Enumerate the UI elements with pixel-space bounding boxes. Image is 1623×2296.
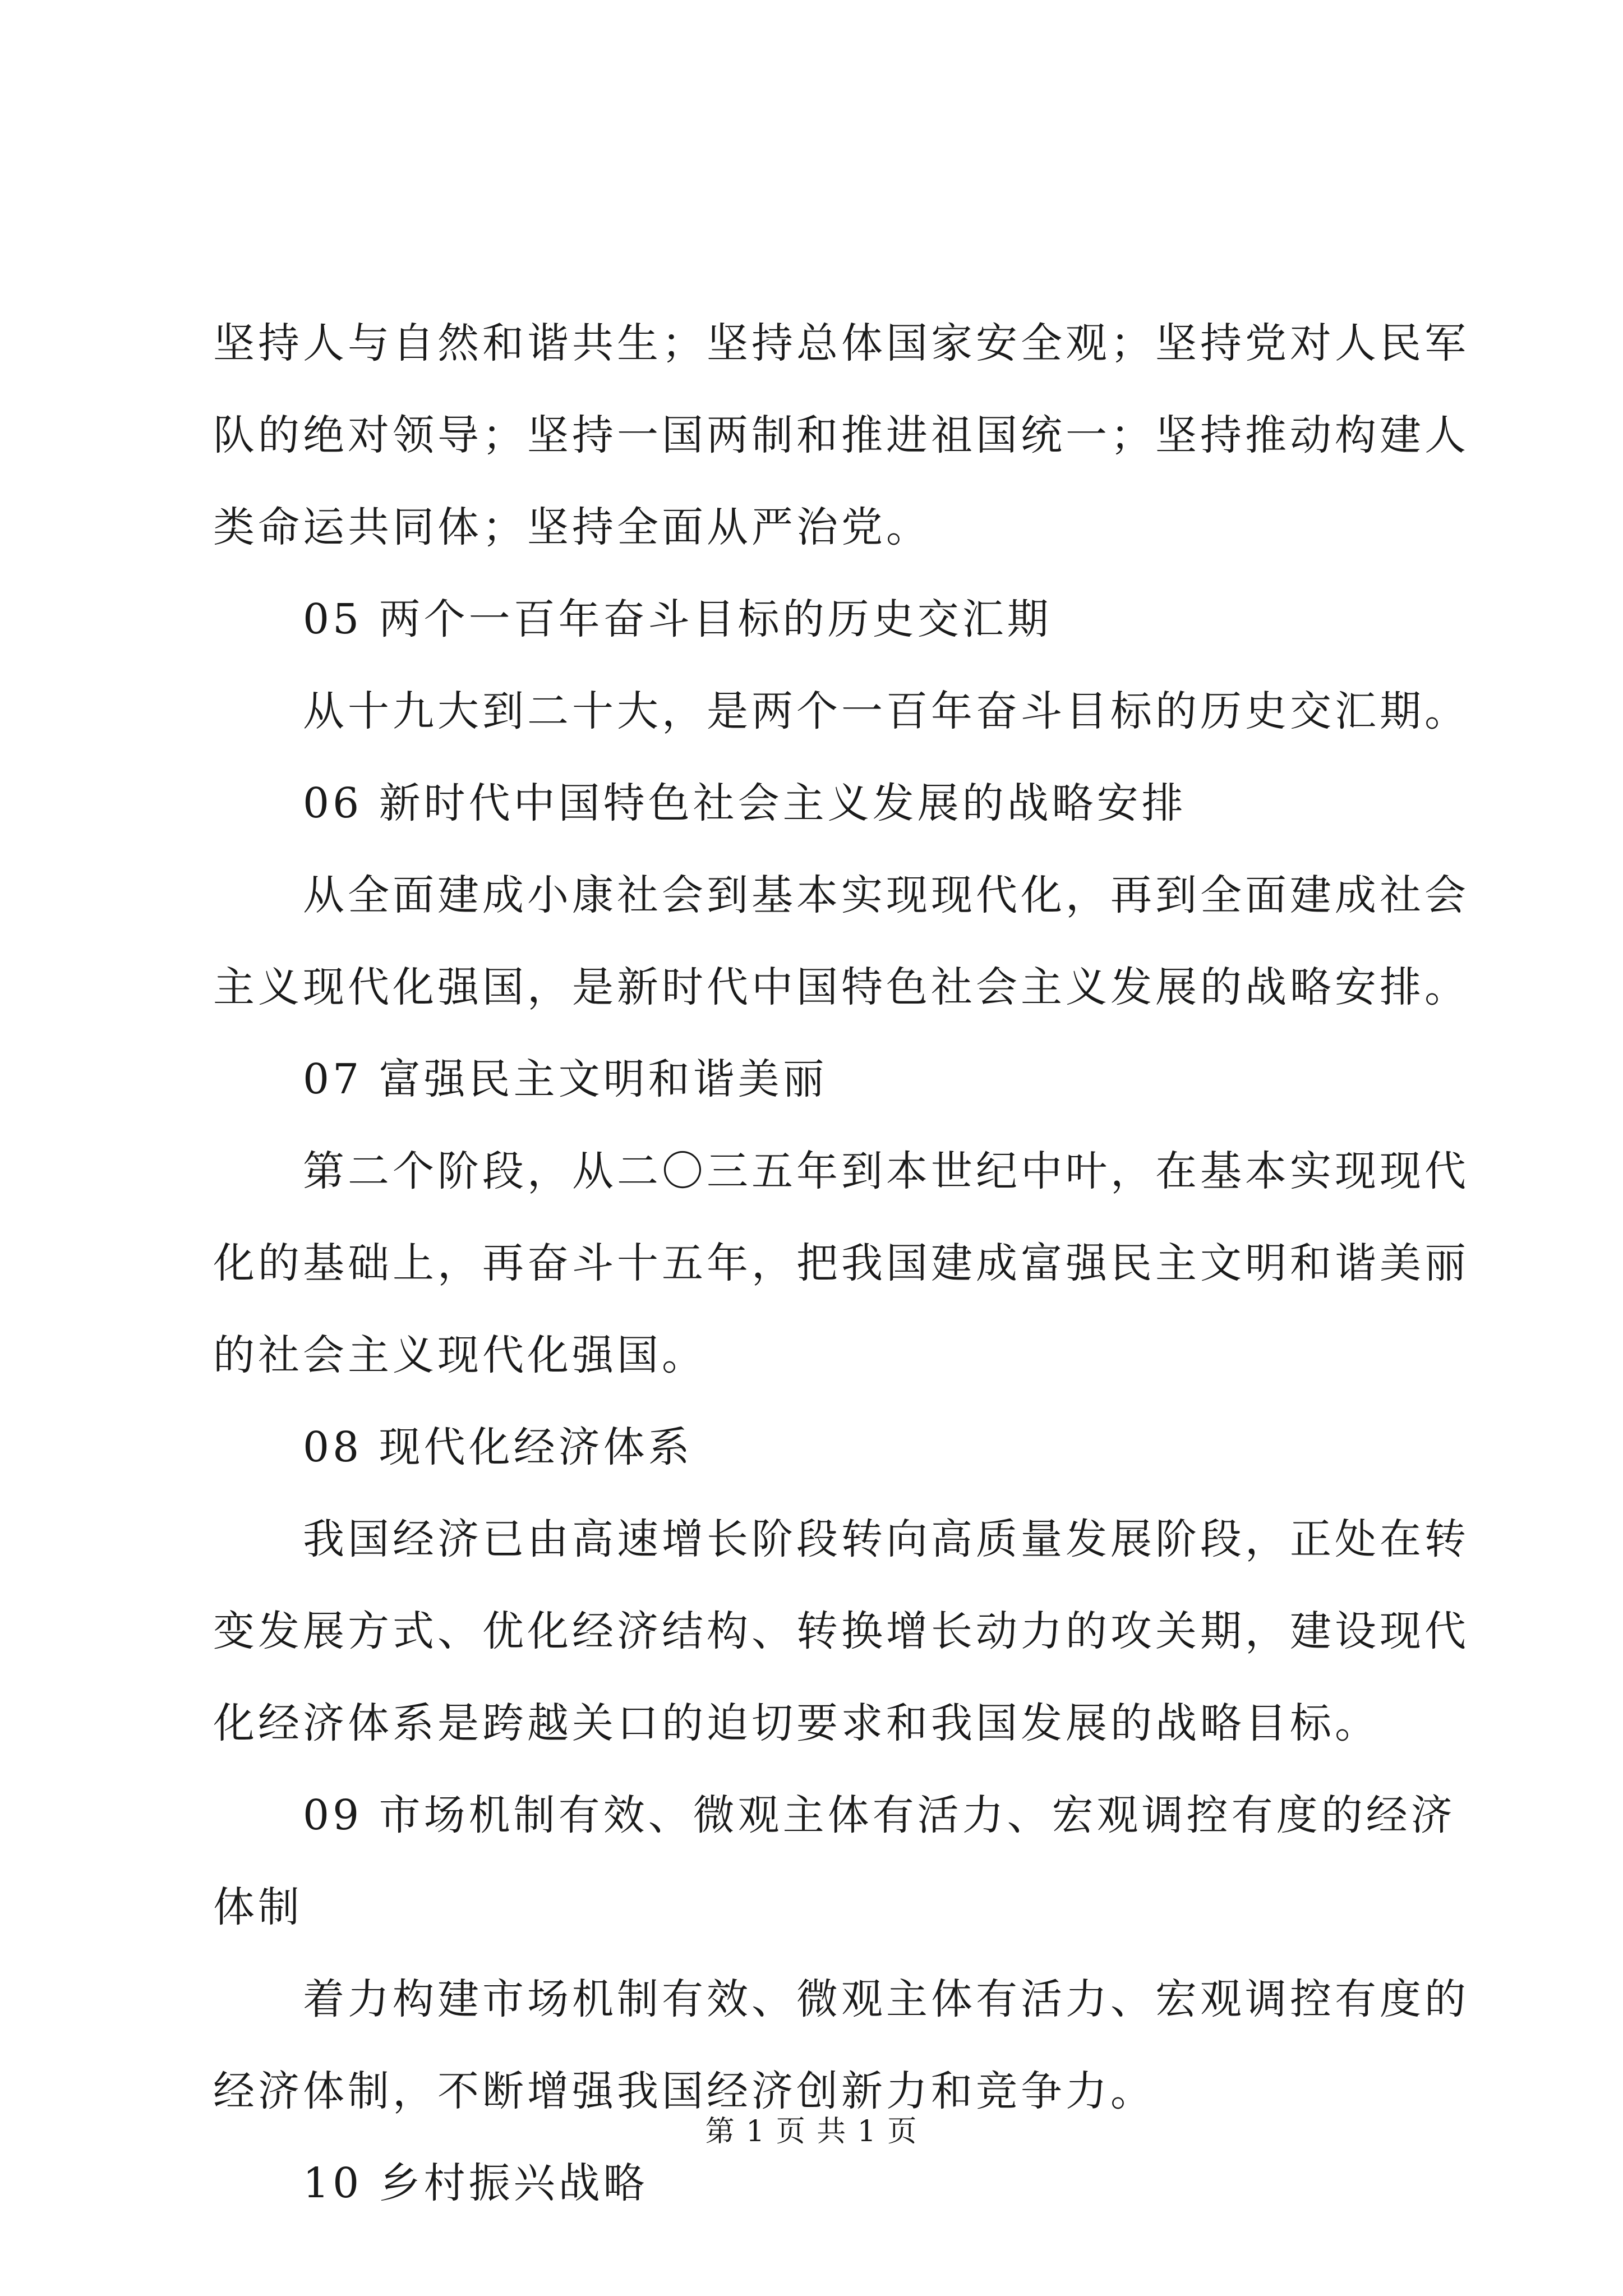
text-line: 体制	[213, 1883, 303, 1931]
text-line: 06 新时代中国特色社会主义发展的战略安排	[303, 779, 1187, 827]
text-line: 队的绝对领导；坚持一国两制和推进祖国统一；坚持推动构建人	[213, 411, 1469, 459]
text-line: 坚持人与自然和谐共生；坚持总体国家安全观；坚持党对人民军	[213, 319, 1469, 367]
text-line: 我国经济已由高速增长阶段转向高质量发展阶段，正处在转	[303, 1515, 1469, 1563]
text-line: 10 乡村振兴战略	[303, 2159, 648, 2207]
text-line: 化经济体系是跨越关口的迫切要求和我国发展的战略目标。	[213, 1699, 1380, 1747]
document-body	[213, 297, 1469, 2229]
page-footer: 第 1 页 共 1 页	[705, 2115, 918, 2148]
text-line: 05 两个一百年奋斗目标的历史交汇期	[303, 595, 1052, 643]
text-line: 第二个阶段，从二〇三五年到本世纪中叶，在基本实现现代	[303, 1147, 1469, 1195]
text-line: 09 市场机制有效、微观主体有活力、宏观调控有度的经济	[303, 1791, 1456, 1839]
text-line: 经济体制，不断增强我国经济创新力和竞争力。	[213, 2067, 1155, 2115]
text-line: 着力构建市场机制有效、微观主体有活力、宏观调控有度的	[303, 1975, 1469, 2023]
text-line: 类命运共同体；坚持全面从严治党。	[213, 503, 931, 551]
text-line: 08 现代化经济体系	[303, 1423, 693, 1471]
text-line: 从十九大到二十大，是两个一百年奋斗目标的历史交汇期。	[303, 687, 1469, 735]
text-line: 从全面建成小康社会到基本实现现代化，再到全面建成社会	[303, 871, 1469, 919]
text-line: 化的基础上，再奋斗十五年，把我国建成富强民主文明和谐美丽	[213, 1239, 1469, 1287]
text-line: 07 富强民主文明和谐美丽	[303, 1055, 828, 1103]
text-line: 变发展方式、优化经济结构、转换增长动力的攻关期，建设现代	[213, 1607, 1469, 1655]
text-line: 的社会主义现代化强国。	[213, 1331, 707, 1379]
text-line: 主义现代化强国，是新时代中国特色社会主义发展的战略安排。	[213, 963, 1469, 1011]
